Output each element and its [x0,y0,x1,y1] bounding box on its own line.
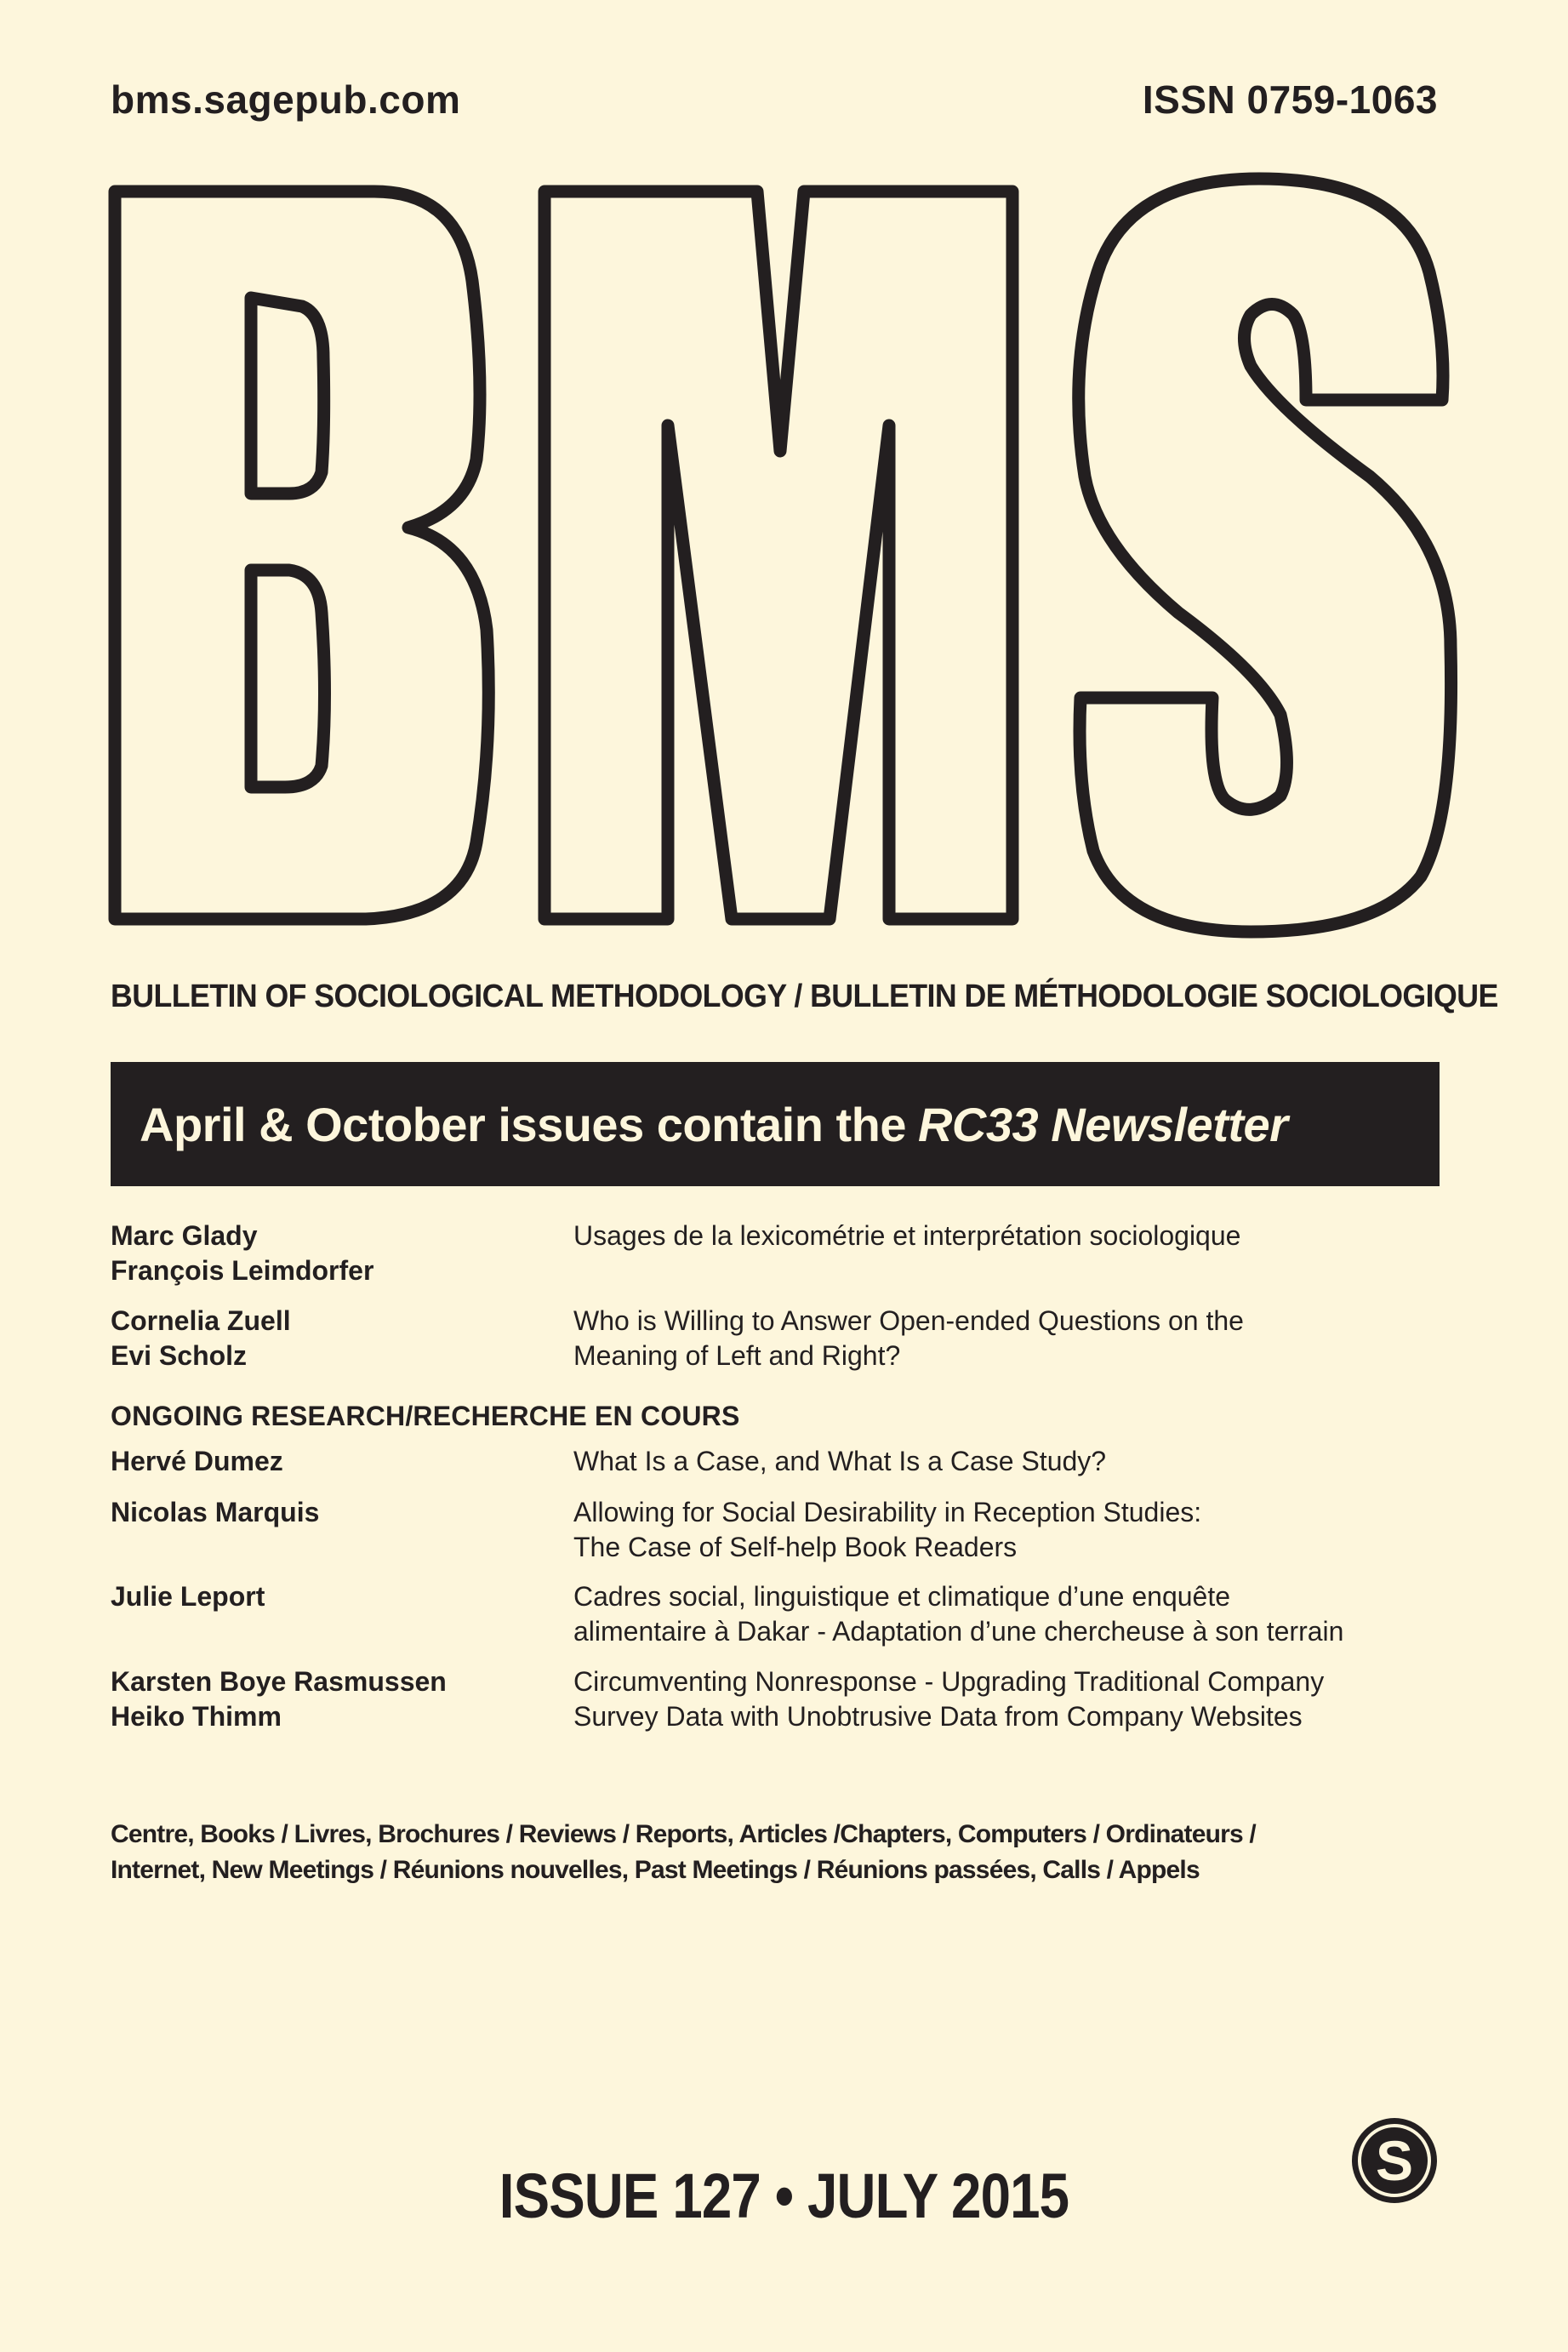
logo-letter-m [545,191,1012,919]
title-line: The Case of Self-help Book Readers [573,1532,1018,1562]
article-authors [111,1664,447,1734]
contents-list [111,1817,1472,1888]
article-title[interactable] [573,1304,1440,1373]
article-title[interactable] [573,1219,1440,1253]
article-title[interactable] [573,1664,1440,1734]
banner-text: April & October issues contain the [140,1097,906,1151]
banner-emphasis: RC33 Newsletter [917,1097,1288,1151]
journal-subtitle: BULLETIN OF SOCIOLOGICAL METHODOLOGY / BULLETIN DE MÉTHODOLOGIE SOCIOLOGIQUE [111,979,1498,1014]
article-authors [111,1304,291,1373]
article-title[interactable] [573,1579,1440,1649]
author-name: Karsten Boye Rasmussen [111,1666,447,1697]
logo-letter-b-counter-top [251,298,324,494]
author-name: Hervé Dumez [111,1446,283,1476]
logo-letter-s [1079,179,1451,932]
article-authors [111,1495,319,1530]
article-authors [111,1579,265,1614]
author-name: Marc Glady [111,1220,258,1251]
issue-date: ISSUE 127 • JULY 2015 [499,2161,1069,2231]
publisher-logo-letter: S [1375,2129,1414,2192]
contents-line: Internet, New Meetings / Réunions nouvelles, Past Meetings / Réunions passées, Calls / Appels [111,1856,1200,1884]
title-line: What Is a Case, and What Is a Case Study? [573,1446,1107,1476]
section-heading: ONGOING RESEARCH/RECHERCHE EN COURS [111,1401,740,1431]
title-line: alimentaire à Dakar - Adaptation d’une chercheuse à son terrain [573,1616,1344,1647]
title-line: Who is Willing to Answer Open-ended Questions on the [573,1305,1244,1336]
author-name: Heiko Thimm [111,1701,282,1732]
title-line: Survey Data with Unobtrusive Data from Company Websites [573,1701,1303,1732]
contents-line: Centre, Books / Livres, Brochures / Reviews / Reports, Articles /Chapters, Computers / Ordinateurs / [111,1820,1256,1848]
article-title[interactable] [573,1495,1440,1565]
article-title[interactable] [573,1444,1440,1479]
title-line: Usages de la lexicométrie et interprétation sociologique [573,1220,1241,1251]
author-name: Nicolas Marquis [111,1497,320,1527]
author-name: François Leimdorfer [111,1255,374,1286]
logo-letter-b-counter-bottom [251,570,325,787]
article-authors [111,1219,373,1288]
author-name: Evi Scholz [111,1340,248,1371]
title-line: Circumventing Nonresponse - Upgrading Traditional Company [573,1666,1325,1697]
author-name: Cornelia Zuell [111,1305,291,1336]
sage-logo-icon[interactable] [1348,2114,1441,2207]
author-name: Julie Leport [111,1581,265,1612]
article-authors [111,1444,283,1479]
bms-logo [0,0,1568,953]
journal-url[interactable]: bms.sagepub.com [111,77,461,122]
newsletter-banner [111,1062,1440,1186]
issn: ISSN 0759-1063 [1142,77,1438,122]
title-line: Meaning of Left and Right? [573,1340,901,1371]
title-line: Allowing for Social Desirability in Reception Studies: [573,1497,1202,1527]
title-line: Cadres social, linguistique et climatique d’une enquête [573,1581,1231,1612]
